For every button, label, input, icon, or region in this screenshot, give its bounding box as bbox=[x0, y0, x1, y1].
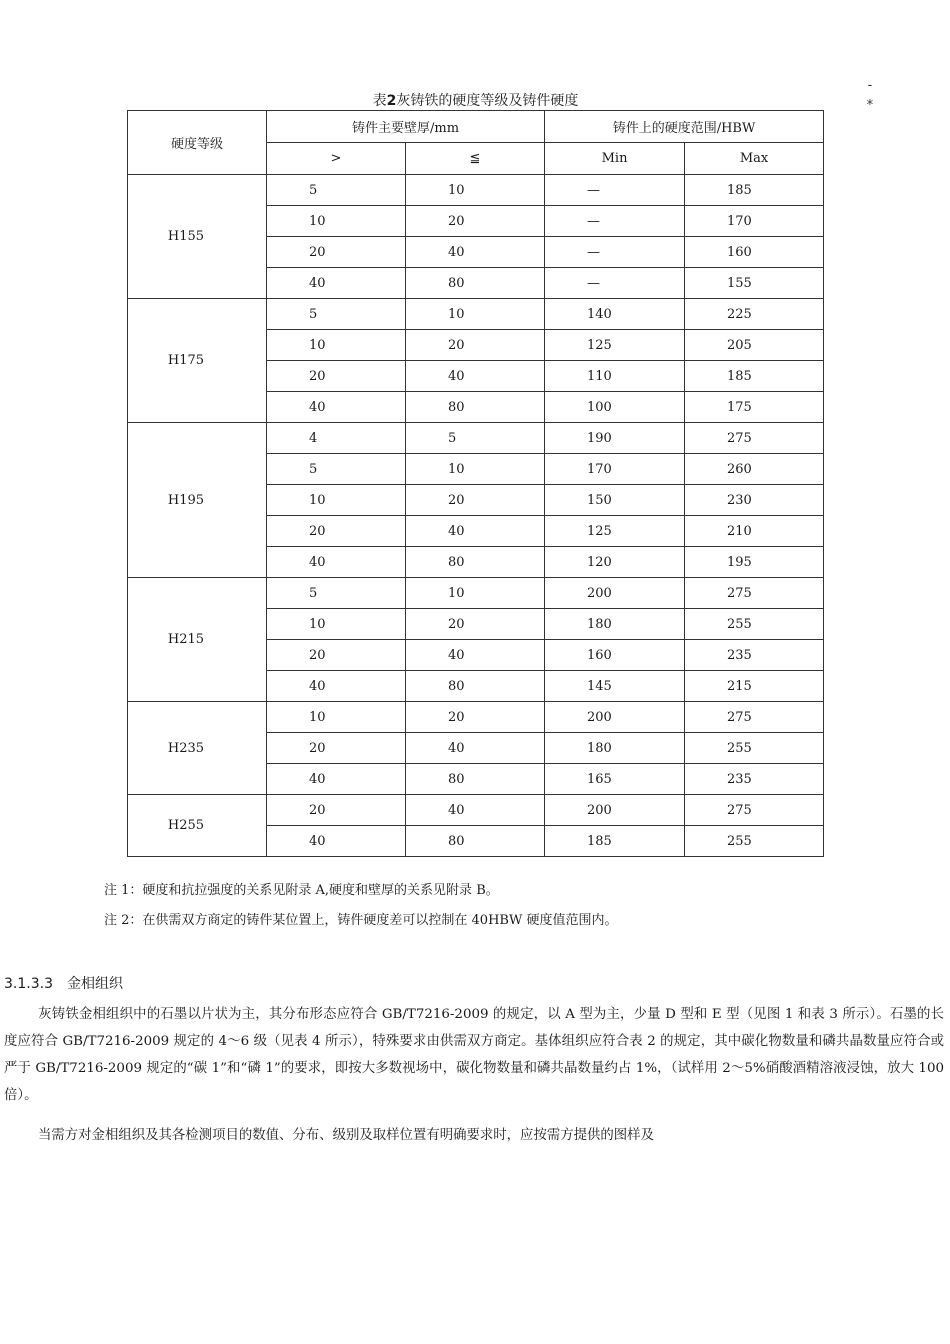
hardness-table bbox=[127, 110, 824, 857]
hardness-max-cell: 275 bbox=[685, 578, 824, 609]
hardness-min-cell: 145 bbox=[545, 671, 685, 702]
hardness-max-cell: 275 bbox=[685, 702, 824, 733]
thickness-gt-cell: 5 bbox=[267, 299, 406, 330]
table-row bbox=[128, 578, 824, 609]
hardness-min-cell: 190 bbox=[545, 423, 685, 454]
thickness-gt-cell: 20 bbox=[267, 640, 406, 671]
thickness-gt-cell: 40 bbox=[267, 268, 406, 299]
grade-cell: H215 bbox=[128, 578, 267, 702]
hardness-max-cell: 215 bbox=[685, 671, 824, 702]
hardness-min-cell: 140 bbox=[545, 299, 685, 330]
thickness-gt-cell: 10 bbox=[267, 206, 406, 237]
hardness-max-cell: 185 bbox=[685, 361, 824, 392]
header-le: ≦ bbox=[406, 143, 545, 175]
thickness-le-cell: 40 bbox=[406, 733, 545, 764]
thickness-le-cell: 40 bbox=[406, 516, 545, 547]
thickness-le-cell: 40 bbox=[406, 640, 545, 671]
hardness-min-cell: 170 bbox=[545, 454, 685, 485]
hardness-min-cell: 160 bbox=[545, 640, 685, 671]
section-number: 3.1.3.3 bbox=[4, 976, 53, 992]
grade-cell: H155 bbox=[128, 175, 267, 299]
paragraph-2-text: 当需方对金相组织及其各检测项目的数值、分布、级别及取样位置有明确要求时，应按需方提供的图样及 bbox=[38, 1128, 654, 1143]
hardness-max-cell: 205 bbox=[685, 330, 824, 361]
header-max: Max bbox=[685, 143, 824, 175]
thickness-gt-cell: 40 bbox=[267, 826, 406, 857]
header-min: Min bbox=[545, 143, 685, 175]
thickness-gt-cell: 20 bbox=[267, 795, 406, 826]
thickness-le-cell: 10 bbox=[406, 299, 545, 330]
thickness-le-cell: 20 bbox=[406, 609, 545, 640]
hardness-max-cell: 235 bbox=[685, 764, 824, 795]
thickness-gt-cell: 40 bbox=[267, 392, 406, 423]
hardness-min-cell: 180 bbox=[545, 609, 685, 640]
grade-cell: H235 bbox=[128, 702, 267, 795]
thickness-le-cell: 80 bbox=[406, 764, 545, 795]
paragraph-1-text: 灰铸铁金相组织中的石墨以片状为主，其分布形态应符合 GB/T7216-2009 的规定，以 A 型为主，少量 D 型和 E 型（见图 1 和表 3 所示）。石墨的长度应符合 GB/T7216-2009 规定的 4～6 级（见表 4 所示），特殊要求由供需双方商定。基体组织应符合表 2 的规定，其中碳化物数量和磷共晶数量应符合或严于 GB/T7216-2009 规定的“碳 1”和“磷 1”的要求，即按大多数视场中，碳化物数量和磷共晶数量约占 1%，（试样用 2～5%硝酸酒精溶液浸蚀，放大 100 倍）。 bbox=[4, 1007, 944, 1103]
thickness-le-cell: 10 bbox=[406, 175, 545, 206]
table-caption-prefix: 表 bbox=[372, 93, 387, 109]
table-row bbox=[128, 795, 824, 826]
hardness-min-cell: — bbox=[545, 175, 685, 206]
thickness-le-cell: 80 bbox=[406, 547, 545, 578]
table-caption-title: 灰铸铁的硬度等级及铸件硬度 bbox=[396, 93, 579, 109]
thickness-gt-cell: 20 bbox=[267, 516, 406, 547]
section-title: 金相组织 bbox=[66, 976, 123, 992]
hardness-min-cell: 185 bbox=[545, 826, 685, 857]
hardness-min-cell: 125 bbox=[545, 516, 685, 547]
table-caption bbox=[128, 91, 823, 111]
thickness-gt-cell: 20 bbox=[267, 361, 406, 392]
hardness-max-cell: 275 bbox=[685, 423, 824, 454]
hardness-min-cell: 125 bbox=[545, 330, 685, 361]
hardness-max-cell: 185 bbox=[685, 175, 824, 206]
hardness-max-cell: 195 bbox=[685, 547, 824, 578]
thickness-le-cell: 20 bbox=[406, 702, 545, 733]
thickness-gt-cell: 40 bbox=[267, 547, 406, 578]
hardness-max-cell: 175 bbox=[685, 392, 824, 423]
thickness-gt-cell: 10 bbox=[267, 702, 406, 733]
hardness-min-cell: 100 bbox=[545, 392, 685, 423]
hardness-max-cell: 210 bbox=[685, 516, 824, 547]
thickness-le-cell: 20 bbox=[406, 485, 545, 516]
thickness-gt-cell: 5 bbox=[267, 578, 406, 609]
grade-cell: H175 bbox=[128, 299, 267, 423]
hardness-min-cell: 110 bbox=[545, 361, 685, 392]
thickness-le-cell: 40 bbox=[406, 237, 545, 268]
grade-cell: H195 bbox=[128, 423, 267, 578]
thickness-gt-cell: 5 bbox=[267, 175, 406, 206]
hardness-max-cell: 255 bbox=[685, 733, 824, 764]
thickness-gt-cell: 5 bbox=[267, 454, 406, 485]
thickness-le-cell: 40 bbox=[406, 795, 545, 826]
thickness-le-cell: 10 bbox=[406, 578, 545, 609]
thickness-le-cell: 80 bbox=[406, 826, 545, 857]
hardness-max-cell: 235 bbox=[685, 640, 824, 671]
table-row bbox=[128, 423, 824, 454]
hardness-max-cell: 260 bbox=[685, 454, 824, 485]
table-caption-number: 2 bbox=[386, 93, 397, 109]
thickness-le-cell: 80 bbox=[406, 671, 545, 702]
thickness-le-cell: 5 bbox=[406, 423, 545, 454]
thickness-le-cell: 40 bbox=[406, 361, 545, 392]
header-grade: 硬度等级 bbox=[128, 111, 267, 175]
hardness-max-cell: 155 bbox=[685, 268, 824, 299]
section-heading bbox=[4, 974, 123, 994]
hardness-min-cell: 165 bbox=[545, 764, 685, 795]
thickness-le-cell: 80 bbox=[406, 268, 545, 299]
hardness-min-cell: 150 bbox=[545, 485, 685, 516]
hardness-max-cell: 160 bbox=[685, 237, 824, 268]
thickness-gt-cell: 4 bbox=[267, 423, 406, 454]
thickness-gt-cell: 10 bbox=[267, 609, 406, 640]
corner-mark: - * bbox=[866, 78, 874, 113]
hardness-max-cell: 255 bbox=[685, 826, 824, 857]
hardness-max-cell: 275 bbox=[685, 795, 824, 826]
hardness-max-cell: 230 bbox=[685, 485, 824, 516]
hardness-min-cell: — bbox=[545, 268, 685, 299]
header-range: 铸件上的硬度范围/HBW bbox=[545, 111, 824, 143]
hardness-min-cell: 200 bbox=[545, 795, 685, 826]
table-row bbox=[128, 299, 824, 330]
hardness-min-cell: — bbox=[545, 237, 685, 268]
thickness-gt-cell: 40 bbox=[267, 764, 406, 795]
note-1: 注 1：硬度和抗拉强度的关系见附录 A,硬度和壁厚的关系见附录 B。 bbox=[104, 883, 499, 898]
note-2: 注 2：在供需双方商定的铸件某位置上，铸件硬度差可以控制在 40HBW 硬度值范围内。 bbox=[104, 913, 618, 928]
table-row bbox=[128, 175, 824, 206]
thickness-gt-cell: 40 bbox=[267, 671, 406, 702]
thickness-le-cell: 80 bbox=[406, 392, 545, 423]
table-body bbox=[128, 175, 824, 857]
thickness-le-cell: 10 bbox=[406, 454, 545, 485]
hardness-max-cell: 170 bbox=[685, 206, 824, 237]
hardness-min-cell: 200 bbox=[545, 578, 685, 609]
hardness-max-cell: 225 bbox=[685, 299, 824, 330]
thickness-le-cell: 20 bbox=[406, 206, 545, 237]
thickness-gt-cell: 10 bbox=[267, 485, 406, 516]
thickness-gt-cell: 10 bbox=[267, 330, 406, 361]
thickness-le-cell: 20 bbox=[406, 330, 545, 361]
header-thickness: 铸件主要壁厚/mm bbox=[267, 111, 545, 143]
thickness-gt-cell: 20 bbox=[267, 237, 406, 268]
header-gt: > bbox=[267, 143, 406, 175]
hardness-max-cell: 255 bbox=[685, 609, 824, 640]
paragraph-2 bbox=[4, 1122, 944, 1149]
hardness-min-cell: — bbox=[545, 206, 685, 237]
paragraph-1 bbox=[4, 1001, 944, 1109]
hardness-min-cell: 120 bbox=[545, 547, 685, 578]
thickness-gt-cell: 20 bbox=[267, 733, 406, 764]
hardness-min-cell: 180 bbox=[545, 733, 685, 764]
grade-cell: H255 bbox=[128, 795, 267, 857]
table-row bbox=[128, 702, 824, 733]
hardness-min-cell: 200 bbox=[545, 702, 685, 733]
